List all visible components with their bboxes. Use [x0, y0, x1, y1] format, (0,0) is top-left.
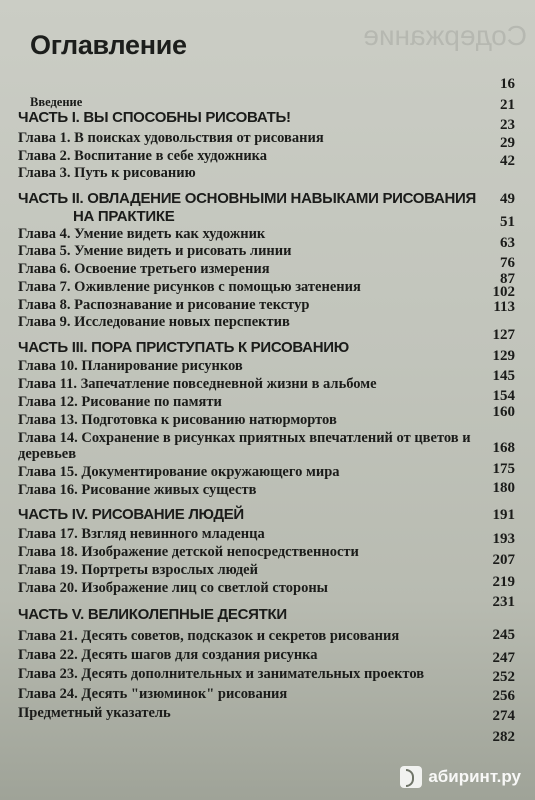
toc-entry-ch13 — [0, 404, 535, 432]
toc-entry-page: 231 — [492, 594, 515, 610]
toc-entry-label: Введение — [30, 95, 83, 109]
toc-entry-part3 — [0, 327, 535, 359]
toc-entry-label: Глава 6. Освоение третьего измерения — [18, 261, 270, 277]
toc-entry-label: Глава 3. Путь к рисованию — [18, 165, 196, 181]
toc-entry-ch17 — [0, 526, 535, 546]
toc-entry-label: Глава 19. Портреты взрослых людей — [18, 562, 258, 578]
toc-entry-label: Глава 8. Распознавание и рисование текстур — [18, 297, 310, 313]
toc-entry-ch7 — [0, 271, 535, 299]
toc-entry-label: Глава 11. Запечатление повседневной жизни в альбоме — [18, 376, 377, 392]
page-title: Оглавление — [30, 30, 187, 60]
toc-entry-page: 252 — [492, 669, 515, 685]
labirint-logo-icon — [400, 766, 422, 788]
toc-entry-page: 76 — [500, 255, 515, 271]
toc-entry-label: Глава 7. Оживление рисунков с помощью затенения — [18, 279, 361, 295]
toc-entry-page: 247 — [492, 650, 515, 666]
toc-entry-label: Глава 2. Воспитание в себе художника — [18, 148, 268, 164]
toc-entry-ch6 — [0, 255, 535, 281]
toc-entry-label: Глава 9. Исследование новых перспектив — [18, 314, 290, 330]
toc-entry-label: Глава 20. Изображение лиц со светлой стороны — [18, 580, 329, 596]
toc-entry-ch20 — [0, 580, 535, 610]
toc-entry-part2 — [0, 190, 535, 210]
toc-entry-ch5 — [0, 235, 535, 263]
toc-entry-page: 191 — [492, 507, 515, 523]
toc-entry-page: 129 — [492, 348, 515, 364]
toc-entry-page: 127 — [492, 327, 515, 343]
toc-entry-label: Глава 24. Десять "изюминок" рисования — [18, 686, 288, 702]
toc-entry-page: 219 — [492, 574, 515, 590]
toc-entry-label: Глава 12. Рисование по памяти — [18, 394, 222, 410]
toc-entry-label-continued: НА ПРАКТИКЕ — [73, 208, 175, 225]
toc-entry-label: ЧАСТЬ I. ВЫ СПОСОБНЫ РИСОВАТЬ! — [18, 109, 291, 126]
toc-entry-page: 168 — [492, 440, 515, 456]
toc-entry-page: 87 — [500, 271, 515, 287]
toc-entry-part4 — [0, 506, 535, 526]
watermark-text: абиринт.ру — [428, 767, 521, 786]
toc-entry-page: 49 — [500, 191, 515, 207]
toc-entry-page: 282 — [492, 729, 515, 745]
toc-entry-label: Глава 22. Десять шагов для создания рисунка — [18, 647, 318, 663]
toc-entry-page: 63 — [500, 235, 515, 251]
toc-entry-ch15 — [0, 461, 535, 484]
toc-entry-label: Глава 18. Изображение детской непосредственности — [18, 544, 359, 560]
toc-entry-ch10 — [0, 348, 535, 378]
toc-entry-label-continued: деревьев — [18, 446, 77, 462]
watermark — [400, 766, 521, 788]
toc-entry-page: 160 — [492, 404, 515, 420]
toc-entry-ch12 — [0, 388, 535, 414]
toc-entry-ch16 — [0, 482, 535, 502]
toc-entry-label: Глава 17. Взгляд невинного младенца — [18, 526, 265, 542]
toc-entry-page: 51 — [500, 214, 515, 230]
toc-entry-ch18 — [0, 544, 535, 568]
toc-entry-page: 16 — [500, 76, 515, 92]
toc-entry-label: Глава 5. Умение видеть и рисовать линии — [18, 243, 292, 259]
toc-entry-label: Глава 4. Умение видеть как художник — [18, 226, 266, 242]
toc-entry-label: ЧАСТЬ III. ПОРА ПРИСТУПАТЬ К РИСОВАНИЮ — [18, 339, 349, 356]
toc-entry-page: 23 — [500, 117, 515, 133]
bleed-through-text: Содержание — [363, 20, 527, 51]
toc-entry-page: 145 — [492, 368, 515, 384]
toc-entry-page: 180 — [492, 480, 515, 496]
toc-entry-label: Глава 21. Десять советов, подсказок и секретов рисования — [18, 628, 400, 644]
toc-entry-label: Глава 14. Сохранение в рисунках приятных впечатлений от цветов и — [18, 430, 471, 446]
toc-entry-page: 207 — [492, 552, 515, 568]
toc-entry-page: 154 — [492, 388, 515, 404]
toc-entry-ch11 — [0, 368, 535, 396]
toc-entry-page: 29 — [500, 135, 515, 151]
toc-entry-page: 113 — [493, 299, 515, 315]
toc-entry-label: Предметный указатель — [18, 705, 171, 721]
toc-entry-label: Глава 10. Планирование рисунков — [18, 358, 243, 374]
toc-entry-label: ЧАСТЬ V. ВЕЛИКОЛЕПНЫЕ ДЕСЯТКИ — [18, 606, 287, 623]
toc-entry-label: Глава 16. Рисование живых существ — [18, 482, 257, 498]
toc-entry-index — [0, 705, 535, 745]
toc-entry-page: 42 — [500, 153, 515, 169]
toc-entry-page: 274 — [492, 708, 515, 724]
toc-entry-page: 175 — [492, 461, 515, 477]
toc-entry-label: Глава 15. Документирование окружающего мира — [18, 464, 340, 480]
toc-entry-page: 21 — [500, 97, 515, 113]
toc-entry-page: 245 — [492, 627, 515, 643]
toc-entry-label: ЧАСТЬ IV. РИСОВАНИЕ ЛЮДЕЙ — [18, 506, 244, 523]
toc-entry-label: Глава 1. В поисках удовольствия от рисования — [18, 130, 324, 146]
toc-entry-page: 256 — [492, 688, 515, 704]
toc-entry-label: ЧАСТЬ II. ОВЛАДЕНИЕ ОСНОВНЫМИ НАВЫКАМИ РИСОВАНИЯ — [18, 190, 476, 207]
toc-entry-page: 102 — [492, 284, 515, 300]
toc-entry-label: Глава 13. Подготовка к рисованию натюрмортов — [18, 412, 337, 428]
toc-entry-page: 193 — [492, 531, 515, 547]
toc-entry-label: Глава 23. Десять дополнительных и занимательных проектов — [18, 666, 425, 682]
